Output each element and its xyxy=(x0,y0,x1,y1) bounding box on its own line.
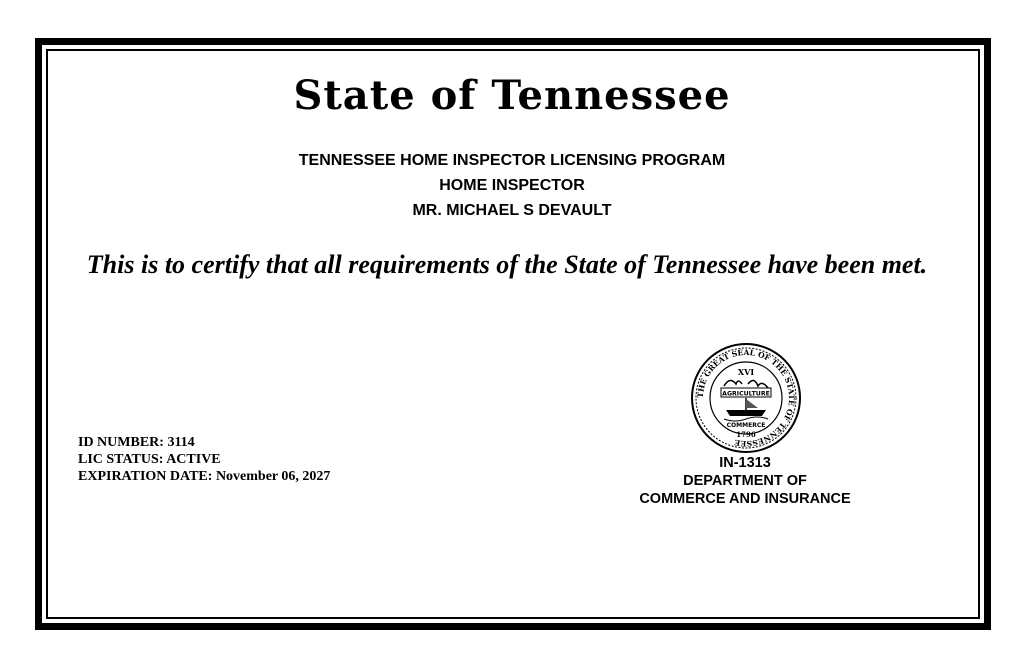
licensee-name: MR. MICHAEL S DEVAULT xyxy=(412,202,612,219)
seal-agriculture-text: AGRICULTURE xyxy=(722,390,770,398)
state-seal-icon xyxy=(690,342,802,454)
certificate-inner-border xyxy=(46,49,980,619)
expiration-date-line xyxy=(78,468,330,485)
certification-statement: This is to certify that all requirements of the State of Tennessee have been met. xyxy=(86,250,928,279)
seal-ring-text: THE GREAT SEAL OF THE STATE OF TENNESSEE xyxy=(695,347,797,449)
program-name: TENNESSEE HOME INSPECTOR LICENSING PROGRAM xyxy=(298,152,726,169)
issuer-code: IN-1313 xyxy=(719,455,771,471)
issuer-line-2: COMMERCE AND INSURANCE xyxy=(639,491,851,507)
certificate-title: State of Tennessee xyxy=(293,72,731,119)
id-number-value: 3114 xyxy=(167,435,195,450)
expiration-date-value: November 06, 2027 xyxy=(215,469,331,484)
seal-roman-numeral: XVI xyxy=(737,367,755,377)
issuer-line-1: DEPARTMENT OF xyxy=(683,473,807,489)
license-details xyxy=(78,434,330,485)
id-number-label: ID NUMBER: xyxy=(78,435,164,450)
license-status-line xyxy=(78,451,330,468)
seal-commerce-text: COMMERCE xyxy=(726,422,766,429)
seal-year: 1796 xyxy=(736,430,756,439)
id-number-line xyxy=(78,434,330,451)
license-type: HOME INSPECTOR xyxy=(439,177,585,194)
license-status-label: LIC STATUS: xyxy=(78,452,164,467)
issuing-department xyxy=(590,454,900,508)
expiration-date-label: EXPIRATION DATE: xyxy=(78,469,213,484)
license-status-value: ACTIVE xyxy=(166,452,221,467)
